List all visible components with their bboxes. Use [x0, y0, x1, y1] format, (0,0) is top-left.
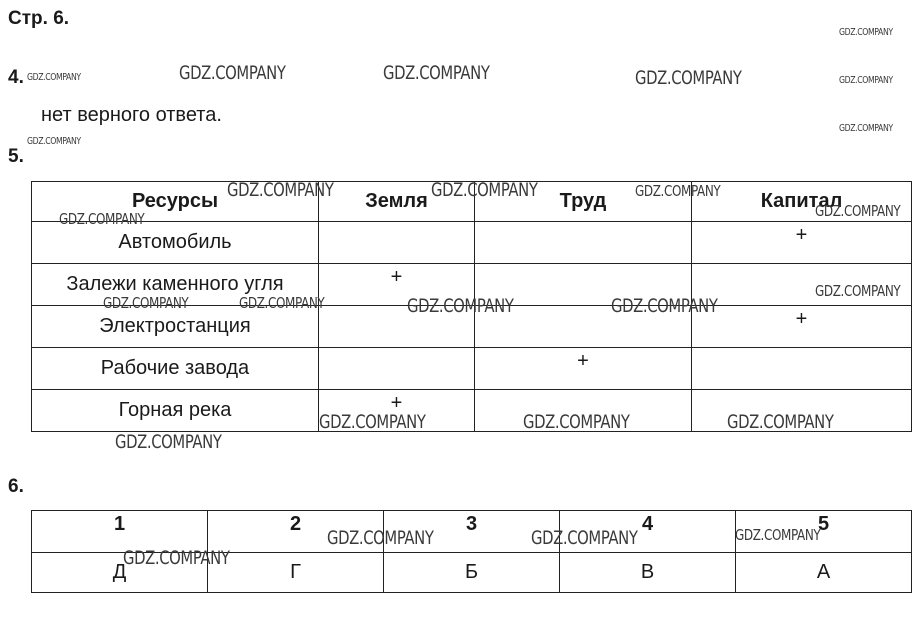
table-row	[32, 348, 912, 390]
header-capital: Капитал	[692, 182, 912, 222]
labor-cell	[475, 390, 692, 432]
letter-cell: Г	[208, 553, 384, 593]
watermark: GDZ.COMPANY	[383, 62, 490, 84]
letter-cell: А	[736, 553, 912, 593]
watermark: GDZ.COMPANY	[123, 547, 230, 569]
capital-cell	[692, 348, 912, 390]
watermark: GDZ.COMPANY	[839, 27, 893, 38]
table-row	[32, 306, 912, 348]
watermark: GDZ.COMPANY	[815, 202, 901, 220]
watermark: GDZ.COMPANY	[27, 72, 81, 83]
watermark: GDZ.COMPANY	[735, 526, 821, 544]
question-6-number: 6.	[8, 476, 24, 497]
table-row	[32, 222, 912, 264]
land-cell: +	[319, 390, 475, 432]
page-title: Стр. 6.	[8, 8, 70, 29]
watermark: GDZ.COMPANY	[531, 527, 638, 549]
header-labor: Труд	[475, 182, 692, 222]
question-4-number: 4.	[8, 67, 24, 88]
watermark: GDZ.COMPANY	[815, 282, 901, 300]
watermark: GDZ.COMPANY	[523, 411, 630, 433]
watermark: GDZ.COMPANY	[115, 431, 222, 453]
watermark: GDZ.COMPANY	[635, 182, 721, 200]
letters-row	[32, 553, 912, 593]
row-label: Рабочие завода	[32, 348, 319, 390]
watermark: GDZ.COMPANY	[839, 123, 893, 134]
question-5-number: 5.	[8, 146, 24, 167]
table-header-row	[32, 182, 912, 222]
labor-cell	[475, 306, 692, 348]
number-cell: 3	[384, 511, 560, 553]
header-land: Земля	[319, 182, 475, 222]
table-row	[32, 264, 912, 306]
watermark: GDZ.COMPANY	[27, 136, 81, 147]
watermark: GDZ.COMPANY	[611, 295, 718, 317]
numbers-row	[32, 511, 912, 553]
letter-cell: Д	[32, 553, 208, 593]
land-cell	[319, 348, 475, 390]
row-label: Автомобиль	[32, 222, 319, 264]
header-resources: Ресурсы	[32, 182, 319, 222]
watermark: GDZ.COMPANY	[179, 62, 286, 84]
land-cell	[319, 222, 475, 264]
labor-cell	[475, 222, 692, 264]
land-cell: +	[319, 264, 475, 306]
resources-table	[31, 181, 912, 432]
table-row	[32, 390, 912, 432]
watermark: GDZ.COMPANY	[327, 527, 434, 549]
capital-cell	[692, 264, 912, 306]
watermark: GDZ.COMPANY	[59, 210, 145, 228]
watermark: GDZ.COMPANY	[103, 294, 189, 312]
labor-cell	[475, 264, 692, 306]
watermark: GDZ.COMPANY	[239, 294, 325, 312]
number-cell: 4	[560, 511, 736, 553]
capital-cell	[692, 390, 912, 432]
land-cell	[319, 306, 475, 348]
number-cell: 5	[736, 511, 912, 553]
question-4-answer: нет верного ответа.	[41, 104, 222, 126]
watermark: GDZ.COMPANY	[319, 411, 426, 433]
number-cell: 1	[32, 511, 208, 553]
row-label: Горная река	[32, 390, 319, 432]
matching-table	[31, 510, 912, 593]
number-cell: 2	[208, 511, 384, 553]
row-label: Залежи каменного угля	[32, 264, 319, 306]
letter-cell: В	[560, 553, 736, 593]
watermark: GDZ.COMPANY	[839, 75, 893, 86]
capital-cell: +	[692, 306, 912, 348]
watermark: GDZ.COMPANY	[407, 295, 514, 317]
capital-cell: +	[692, 222, 912, 264]
letter-cell: Б	[384, 553, 560, 593]
row-label: Электростанция	[32, 306, 319, 348]
watermark: GDZ.COMPANY	[635, 67, 742, 89]
watermark: GDZ.COMPANY	[727, 411, 834, 433]
watermark: GDZ.COMPANY	[227, 179, 334, 201]
watermark: GDZ.COMPANY	[431, 179, 538, 201]
labor-cell: +	[475, 348, 692, 390]
